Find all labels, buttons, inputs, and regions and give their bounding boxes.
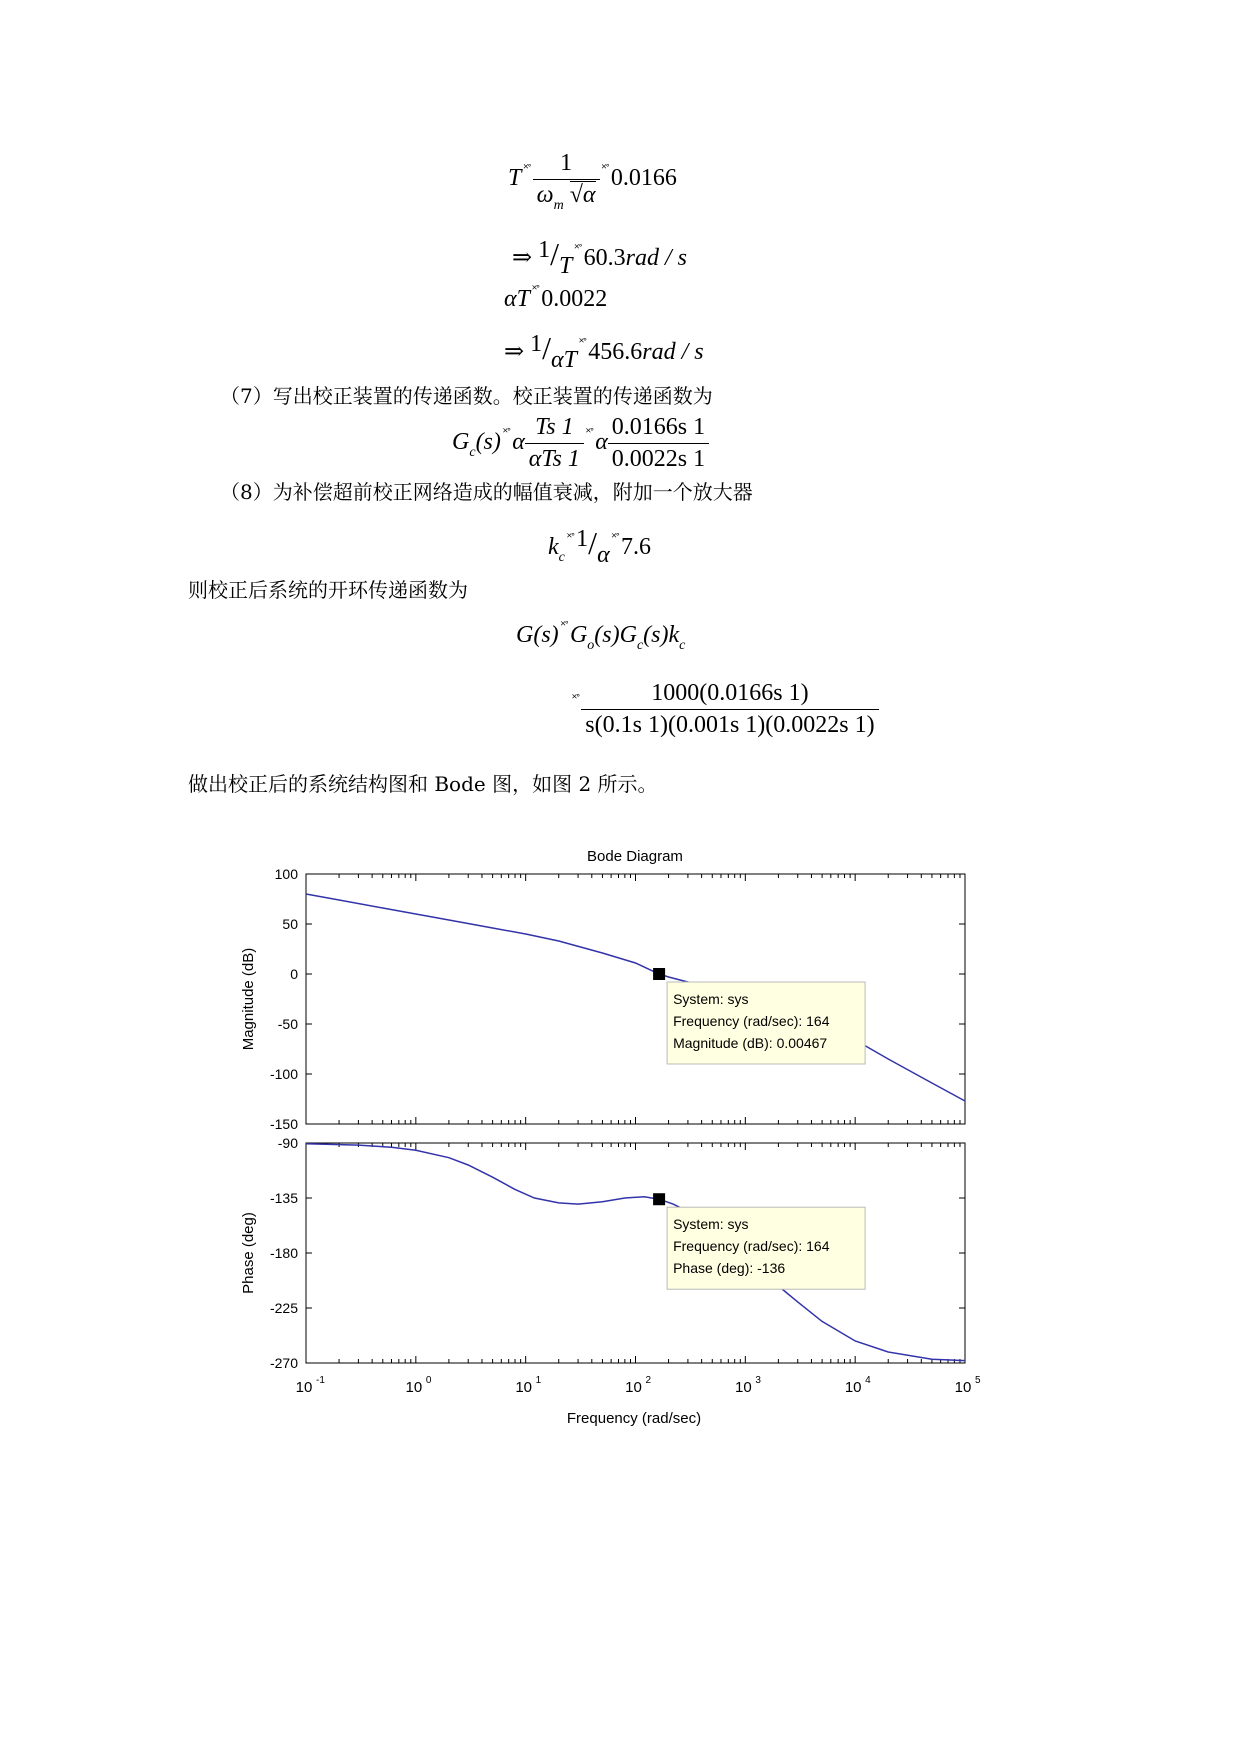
datatip-frequency: Frequency (rad/sec): 164 xyxy=(673,1013,830,1029)
eq-g-rhs xyxy=(570,680,879,739)
y-tick-label: -180 xyxy=(269,1245,298,1261)
bode-diagram xyxy=(230,840,990,1440)
x-tick-exponent: 1 xyxy=(535,1375,542,1386)
eq-glyph: ˟˚ xyxy=(611,530,619,545)
y-tick-label: 0 xyxy=(290,966,298,982)
x-tick-exponent: 5 xyxy=(975,1375,981,1386)
eq-inv-at-value: 456.6 xyxy=(588,339,643,365)
y-tick-label: -150 xyxy=(269,1116,298,1132)
datatip-system: System: sys xyxy=(673,991,749,1007)
chart-title: Bode Diagram xyxy=(587,848,683,865)
magnitude-datatip-marker[interactable] xyxy=(653,968,665,980)
eq-g: G(s) $^{˟˚}G_o(s)G_c(s)k_c$ xyxy=(516,618,686,653)
eq-g-frac: $\frac{1000(0.0166s 1)}{s(0.1s 1)(0.001s 1)(0.0022s 1)}$ xyxy=(581,680,878,739)
eq-glyph: ˟˚ xyxy=(531,282,540,297)
x-tick-label: 10 xyxy=(734,1379,752,1396)
eq-inv-t-value: 60.3 xyxy=(583,245,626,271)
x-tick-label: 10 xyxy=(515,1379,533,1396)
eq-t-value: 0.0166 xyxy=(610,165,677,192)
magnitude-datatip[interactable] xyxy=(653,968,865,1064)
before-figure-text: 做出校正后的系统结构图和 Bode 图，如图 2 所示。 xyxy=(188,772,658,796)
datatip-value: Magnitude (dB): 0.00467 xyxy=(673,1035,828,1051)
x-axis-label: Frequency (rad/sec) xyxy=(566,1410,702,1427)
eq-arrow: ⇒ xyxy=(512,245,533,271)
y-tick-label: -90 xyxy=(277,1135,298,1151)
y-tick-label: 50 xyxy=(282,916,298,932)
y-tick-label: -100 xyxy=(269,1066,298,1082)
x-tick-label: 10 xyxy=(295,1379,313,1396)
after-kc-text: 则校正后系统的开环传递函数为 xyxy=(188,578,468,602)
datatip-value: Phase (deg): -136 xyxy=(673,1260,786,1277)
x-tick-exponent: 2 xyxy=(645,1375,652,1386)
eq-unit: rad / s xyxy=(642,339,704,365)
x-tick-exponent: 3 xyxy=(755,1375,761,1386)
eq-glyph: ˟˚ xyxy=(560,618,568,633)
eq-glyph: ˟˚ xyxy=(585,425,594,441)
step8-text: （8）为补偿超前校正网络造成的幅值衰减，附加一个放大器 xyxy=(220,480,753,504)
eq-glyph: ˟˚ xyxy=(578,335,587,350)
eq-at xyxy=(504,282,608,313)
eq-gc-frac1: $\frac{Ts 1}{\text{αTs 1}}$ xyxy=(525,414,584,473)
eq-glyph: ˟˚ xyxy=(572,691,580,707)
eq-arrow: ⇒ xyxy=(504,339,525,365)
magnitude-ylabel: Magnitude (dB) xyxy=(240,947,257,1051)
eq-t-lhs: T xyxy=(508,165,522,192)
eq-at-lhs: αT xyxy=(504,286,530,312)
x-tick-exponent: -1 xyxy=(316,1375,325,1386)
eq-inv-t: ⇒ 1/T˟˚60.3rad / s xyxy=(512,236,688,279)
x-tick-label: 10 xyxy=(954,1379,972,1396)
eq-t-frac xyxy=(533,150,600,213)
eq-glyph: ˟˚ xyxy=(601,161,609,177)
eq-t-den: $\omega_m$ √α xyxy=(536,182,596,213)
datatip-system: System: sys xyxy=(673,1216,749,1233)
datatip-frequency: Frequency (rad/sec): 164 xyxy=(673,1238,830,1255)
eq-unit: rad / s xyxy=(625,245,688,271)
eq-kc-value: 7.6 xyxy=(620,534,651,560)
eq-t xyxy=(508,150,677,213)
y-tick-label: 100 xyxy=(274,866,298,882)
phase-axes xyxy=(306,1143,965,1363)
x-tick-exponent: 0 xyxy=(425,1375,432,1386)
x-tick-label: 10 xyxy=(844,1379,862,1396)
x-tick-label: 10 xyxy=(405,1379,423,1396)
eq-t-num: 1 xyxy=(533,150,600,180)
eq-kc: $k_c^{˟˚}1/\alpha^{˟˚}7.6$ xyxy=(548,525,651,568)
eq-glyph: ˟˚ xyxy=(523,161,531,177)
phase-ylabel: Phase (deg) xyxy=(240,1212,257,1294)
eq-glyph: ˟˚ xyxy=(574,241,582,256)
step7-text: （7）写出校正装置的传递函数。校正装置的传递函数为 xyxy=(220,384,713,408)
eq-at-value: 0.0022 xyxy=(541,286,608,312)
y-tick-label: -50 xyxy=(277,1016,298,1032)
y-tick-label: -225 xyxy=(269,1300,298,1316)
x-tick-exponent: 4 xyxy=(865,1375,871,1386)
eq-glyph: ˟˚ xyxy=(502,425,511,441)
eq-glyph: ˟˚ xyxy=(566,530,575,545)
phase-datatip[interactable] xyxy=(653,1193,865,1289)
y-tick-label: -270 xyxy=(269,1355,298,1371)
eq-inv-at: ⇒ 1/αT˟˚456.6rad / s xyxy=(504,330,704,373)
x-tick-label: 10 xyxy=(625,1379,642,1396)
eq-gc-frac2: $\frac{0.0166s 1}{0.0022s 1}$ xyxy=(608,414,709,473)
eq-t-sqrt: √α xyxy=(569,182,596,208)
y-tick-label: -135 xyxy=(269,1190,298,1206)
eq-gc: $G_c(s)$ ˟˚α $\frac{Ts 1}{\text{αTs 1}}$ ˟˚α $\frac{0.0166s 1}{0.0022s 1}$ xyxy=(452,414,709,473)
x-tick-labels xyxy=(296,1375,981,1396)
phase-datatip-marker[interactable] xyxy=(653,1193,665,1205)
